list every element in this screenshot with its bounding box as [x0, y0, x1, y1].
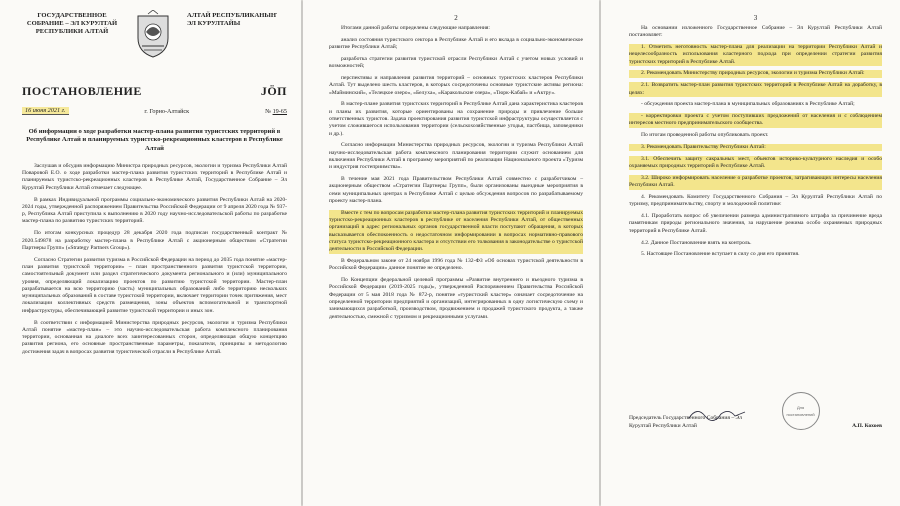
page-3	[601, 0, 900, 506]
paragraph: В мастер-плане развития туристских территорий в Республике Алтай дана характеристика кластеров и планы их развития, которые ориентированы на сохранение природы и привлечение больше ответственных туристов. Задача проектирования развития туристской инфраструктуры осуществляется с учетом сложившегося использования территории (сельскохозяйственные угодья, пастбища, заповедники и др.).	[329, 101, 583, 137]
resolution-intro: На основании изложенного Государственное Собрание – Эл Курултай Республики Алтай постановляет:	[629, 25, 882, 39]
resolution-item: 5. Настоящее Постановление вступает в силу со дня его принятия.	[641, 251, 800, 258]
resolution-item: - обсуждения проекта мастер-плана в муниципальных образованиях в Республике Алтай;	[641, 101, 855, 108]
doc-subject: Об информации о ходе разработки мастер-плана развития туристских территорий в Республике Алтай и планируемых туристско-рекреационных кластеров в Республике Алтай	[26, 128, 283, 152]
resolution-item: 3.1. Обеспечить защиту сакральных мест, объектов историко-культурного наследия и особо охраняемых природных территорий в Республике Алтай.	[629, 155, 882, 170]
page-3-body	[629, 25, 882, 259]
official-stamp: Для постановлений	[782, 392, 820, 430]
letterhead	[22, 12, 287, 82]
resolution-item: 1. Отметить неготовность мастер-плана для реализации на территории Республики Алтай и нецелесообразность использования кластерного подхода при определении стратегии развития туристских территорий в Республике Алтай.	[629, 44, 882, 65]
paragraph: анализ состояния туристского сектора в Республике Алтай и его вклада в социально-экономическое развитие Республики Алтай;	[329, 36, 583, 51]
paragraph: В соответствии с информацией Министерства природных ресурсов, экологии и туризма Республики Алтай понятие «мастер-план» – это научно-исследовательская работа комплексного планирования территории, основанная на диалоге всех заинтересованных сторон, определяющая общую концепцию развития региона, его основные пространственные параметры, показатели, принципы и методологию достижения задач в вопросах развития туристической отрасли в Республике Алтай.	[22, 319, 287, 355]
doc-city: г. Горно-Алтайск	[144, 107, 190, 115]
page-2-body	[329, 25, 583, 321]
doc-number-wrap	[265, 108, 287, 115]
paragraph: перспективы и направления развития территорий – основных туристских кластеров Республики Алтай. Тут выделено шесть кластеров, в которых сосредоточены основные туристские активы региона: «Майминский», «Телецкое озеро», «Белуха», «Каракольские озера», «Тюрк-Кабай» и «Актру».	[329, 74, 583, 96]
doc-number-label: №	[265, 107, 272, 115]
paragraph: Заслушав и обсудив информацию Министра природных ресурсов, экологии и туризма Республики Алтай Поваровой Е.О. о ходе разработки мастер-плана развития туристских территорий в Республике Алтай и планируемых туристско-рекреационных кластеров в Республике Алтай, Государственное Собрание – Эл Курултай Республики Алтай отмечает следующее.	[22, 162, 287, 191]
page-number: 2	[454, 14, 458, 22]
paragraph: Согласно Стратегии развития туризма в Российской Федерации на период до 2035 года понятие «мастер-план развития туристской территории» – план пространственного развития туристской территории, самостоятельный документ или раздел стратегического документа регионального и (или) муниципального уровня, определяющий локализацию проектов по развитию туристской территории. Мастер-план разрабатывается на всю территорию (часть) муниципальных образований либо территорию нескольких муниципальных образований в составе туристской территории, включает территории точек притяжения, мест локализации коллективных средств размещения, зоны объектов вспомогательной и транспортной инфраструктуры, обеспечивающей развитие туристской территории и иных зон.	[22, 256, 287, 314]
signature-row	[629, 392, 882, 430]
resolution-item: 2. Рекомендовать Министерству природных ресурсов, экологии и туризма Республики Алтай:	[629, 70, 882, 77]
paragraph: В Федеральном законе от 24 ноября 1996 года № 132-ФЗ «Об основах туристской деятельности в Российской Федерации» данное понятие не определено.	[329, 258, 583, 272]
highlighted-paragraph: Вместе с тем по вопросам разработки мастер-плана развития туристских территорий и планируемых туристско-рекреационных кластеров в республике от населения Республики Алтай, от общественных организаций в адрес региональных органов государственной власти поступают обращения, в которых высказывается обеспокоенность о недостаточном информировании в вопросах нормативно-правового статуса туристско-рекреационного кластера и отсутствии его толкования в законодательстве о туристской деятельности в Российской Федерации.	[329, 209, 583, 253]
paragraph: По Концепции федеральной целевой программы «Развитие внутреннего и въездного туризма в Российской Федерации (2019-2025 годы)», утвержденной Распоряжением Правительства Российской Федерации от 5 мая 2018 года № 872-р, понятие «туристский кластер» означает сосредоточение на определенной территории предприятий и организаций, интегрированных в одну логистическую схему и занимающихся разработкой, производством, продвижением и продажей туристского продукта, а также деятельностью, смежной с туризмом и рекреационными услугами.	[329, 277, 583, 320]
coat-of-arms-icon	[134, 10, 172, 58]
resolution-item: 4.2. Данное Постановление взять на контроль.	[641, 239, 752, 246]
signatory-title: Председатель Государственного Собрания – Эл Курултай Республики Алтай	[629, 415, 742, 429]
resolution-item: - корректировки проекта с учетом поступивших предложений от населения и с соблюдением интересов местного предпринимательского сообщества.	[629, 113, 882, 127]
paragraph: Согласно информации Министерства природных ресурсов, экологии и туризма Республики Алтай научно-исследовательская работа комплексного планирования территории служит основанием для включения Республики Алтай в программу мероприятий по реализации Национального проекта «Туризм и индустрия гостеприимства».	[329, 142, 583, 171]
doc-title-altai: JÖП	[260, 84, 287, 98]
resolution-item: 3.2. Широко информировать население о разработке проектов, затрагивающих интересы населения Республики Алтай.	[629, 174, 882, 189]
page-2	[303, 0, 599, 506]
page-1	[0, 0, 301, 506]
page-1-body	[22, 163, 287, 356]
resolution-item: 4.1. Проработать вопрос об увеличении размера административного штрафа за причинение вреда памятникам природы регионального значения, за нарушение режима особо охраняемых природных территорий в Республике Алтай.	[629, 213, 882, 234]
doc-title-russian: ПОСТАНОВЛЕНИЕ	[22, 84, 142, 98]
resolution-item: 3. Рекомендовать Правительству Республики Алтай:	[629, 144, 882, 151]
handwritten-signature-icon	[687, 404, 747, 424]
doc-meta	[22, 107, 287, 115]
doc-date: 16 июня 2021 г.	[22, 107, 69, 115]
org-name-russian: ГОСУДАРСТВЕННОЕ СОБРАНИЕ – ЭЛ КУРУЛТАЙ РЕСПУБЛИКИ АЛТАЙ	[26, 12, 118, 35]
page-number: 3	[753, 14, 758, 22]
paragraph: В течение мая 2021 года Правительством Республики Алтай совместно с разработчиком – акционерным обществом «Стратегии Партнеры Групп», были организованы выездные мероприятия в семи муниципальных центрах в Республике Алтай с целью обсуждения вопросов по разрабатываемому проекту мастер-плана.	[329, 176, 583, 204]
paragraph: разработка стратегии развития туристской отрасли Республики Алтай с учетом новых условий и возможностей;	[329, 55, 583, 70]
resolution-item: По итогам проведенной работы опубликовать проект.	[641, 132, 769, 139]
resolution-item: 4. Рекомендовать Комитету Государственного Собрания – Эл Курултай Республики Алтай по туризму, предпринимательству, спорту и молодежной политике:	[629, 194, 882, 208]
doc-titles	[22, 84, 287, 99]
paragraph: Итогами данной работы определены следующие направления:	[341, 25, 490, 31]
paragraph: По итогам конкурсных процедур 28 декабря 2020 года подписан государственный контракт № 2020.549878 на разработку мастер-плана в Республике Алтай с акционерным обществом «Стратегии Партнеры Групп» («Strategy Partners Group»).	[22, 230, 287, 251]
signature-block	[629, 392, 882, 430]
org-name-altai: АЛТАЙ РЕСПУБЛИКАНЫҤ ЭЛ КУРУЛТАЙЫ	[187, 12, 277, 27]
resolution-item: 2.1. Возвратить мастер-план развития туристских территорий в Республике Алтай на доработку, в целях:	[629, 82, 882, 96]
doc-number: 19-65	[272, 107, 287, 115]
paragraph: В рамках Индивидуальной программы социально-экономического развития Республики Алтай на 2020-2024 годы, утвержденной распоряжением Правительства Российской Федерации от 9 апреля 2020 года № 937-р, Республика Алтай приступила к выполнению в 2020 году научно-исследовательской работы по разработке мастер-плана по развитию туристских территорий.	[22, 196, 287, 225]
signatory-name: А.П. Кохоев	[852, 422, 882, 429]
